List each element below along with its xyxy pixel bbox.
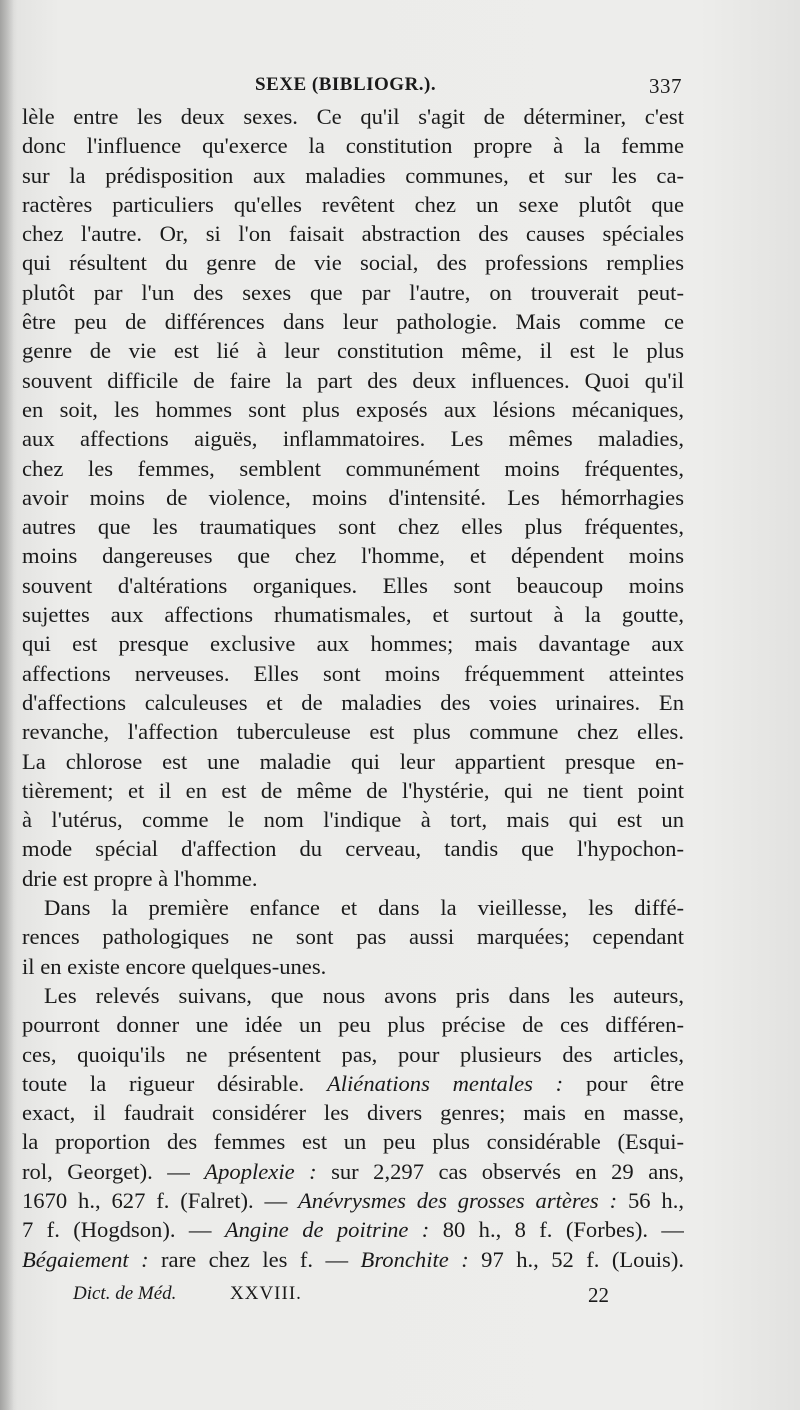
- running-head: [255, 74, 436, 96]
- text-line: autres que les traumatiques sont chez elles plus fréquentes,: [22, 514, 684, 540]
- text-line: mode spécial d'affection du cerveau, tandis que l'hypochon-: [22, 836, 684, 862]
- text-line: Bégaiement : rare chez les f. — Bronchite : 97 h., 52 f. (Louis).: [22, 1246, 684, 1272]
- text-line: rences pathologiques ne sont pas aussi marquées; cependant: [22, 924, 684, 950]
- text-line: tièrement; et il en est de même de l'hystérie, qui ne tient point: [22, 777, 684, 803]
- text-line: affections nerveuses. Elles sont moins fréquemment atteintes: [22, 660, 684, 686]
- text-line: Dans la première enfance et dans la vieillesse, les diffé-: [44, 895, 684, 921]
- text-line: la proportion des femmes est un peu plus considérable (Esqui-: [22, 1129, 684, 1155]
- text-line: La chlorose est une maladie qui leur appartient presque en-: [22, 748, 684, 774]
- text-line: drie est propre à l'homme.: [22, 865, 258, 891]
- signature-mark: Dict. de Méd.: [73, 1283, 177, 1304]
- text-line: ractères particuliers qu'elles revêtent chez un sexe plutôt que: [22, 191, 684, 217]
- text-line: 7 f. (Hogdson). — Angine de poitrine : 80 h., 8 f. (Forbes). —: [22, 1217, 684, 1243]
- text-line: donc l'influence qu'exerce la constitution propre à la femme: [22, 133, 684, 159]
- text-line: chez l'autre. Or, si l'on faisait abstraction des causes spéciales: [22, 221, 684, 247]
- text-line: pourront donner une idée un peu plus précise de ces différen-: [22, 1012, 684, 1038]
- text-line: ces, quoiqu'ils ne présentent pas, pour plusieurs des articles,: [22, 1041, 684, 1067]
- text-line: souvent d'altérations organiques. Elles sont beaucoup moins: [22, 572, 684, 598]
- text-line: revanche, l'affection tuberculeuse est plus commune chez elles.: [22, 719, 684, 745]
- text-line: à l'utérus, comme le nom l'indique à tort, mais qui est un: [22, 807, 684, 833]
- text-line: qui résultent du genre de vie social, des professions remplies: [22, 250, 684, 276]
- page-footer: [0, 1283, 800, 1313]
- running-head-paren: (BIBLIOGR.).: [311, 74, 437, 95]
- text-line: il en existe encore quelques-unes.: [22, 953, 327, 979]
- text-line: être peu de différences dans leur pathologie. Mais comme ce: [22, 309, 684, 335]
- text-line: genre de vie est lié à leur constitution même, il est le plus: [22, 338, 684, 364]
- text-line: 1670 h., 627 f. (Falret). — Anévrysmes des grosses artères : 56 h.,: [22, 1187, 684, 1213]
- text-line: sur la prédisposition aux maladies communes, et sur les ca-: [22, 162, 684, 188]
- text-line: d'affections calculeuses et de maladies des voies urinaires. En: [22, 689, 684, 715]
- text-line: qui est presque exclusive aux hommes; mais davantage aux: [22, 631, 684, 657]
- page-header: [0, 72, 800, 102]
- text-line: souvent difficile de faire la part des deux influences. Quoi qu'il: [22, 367, 684, 393]
- text-line: plutôt par l'un des sexes que par l'autre, on trouverait peut-: [22, 279, 684, 305]
- text-line: en soit, les hommes sont plus exposés aux lésions mécaniques,: [22, 396, 684, 422]
- text-line: exact, il faudrait considérer les divers genres; mais en masse,: [22, 1100, 684, 1126]
- page-number: 337: [649, 74, 682, 98]
- text-line: moins dangereuses que chez l'homme, et dépendent moins: [22, 543, 684, 569]
- binding-edge-shadow: [0, 0, 14, 1410]
- text-line: toute la rigueur désirable. Aliénations mentales : pour être: [22, 1070, 684, 1096]
- text-line: sujettes aux affections rhumatismales, et surtout à la goutte,: [22, 602, 684, 628]
- sheet-number: 22: [588, 1283, 609, 1307]
- text-line: avoir moins de violence, moins d'intensité. Les hémorrhagies: [22, 484, 684, 510]
- text-line: Les relevés suivans, que nous avons pris dans les auteurs,: [44, 982, 684, 1008]
- running-head-main: SEXE: [255, 74, 307, 95]
- text-line: aux affections aiguës, inflammatoires. Les mêmes maladies,: [22, 426, 684, 452]
- volume-number: XXVIII.: [230, 1283, 302, 1304]
- text-line: lèle entre les deux sexes. Ce qu'il s'agit de déterminer, c'est: [22, 104, 684, 129]
- body-text: [22, 102, 684, 1274]
- text-line: chez les femmes, semblent communément moins fréquentes,: [22, 455, 684, 481]
- text-line: rol, Georget). — Apoplexie : sur 2,297 cas observés en 29 ans,: [22, 1158, 684, 1184]
